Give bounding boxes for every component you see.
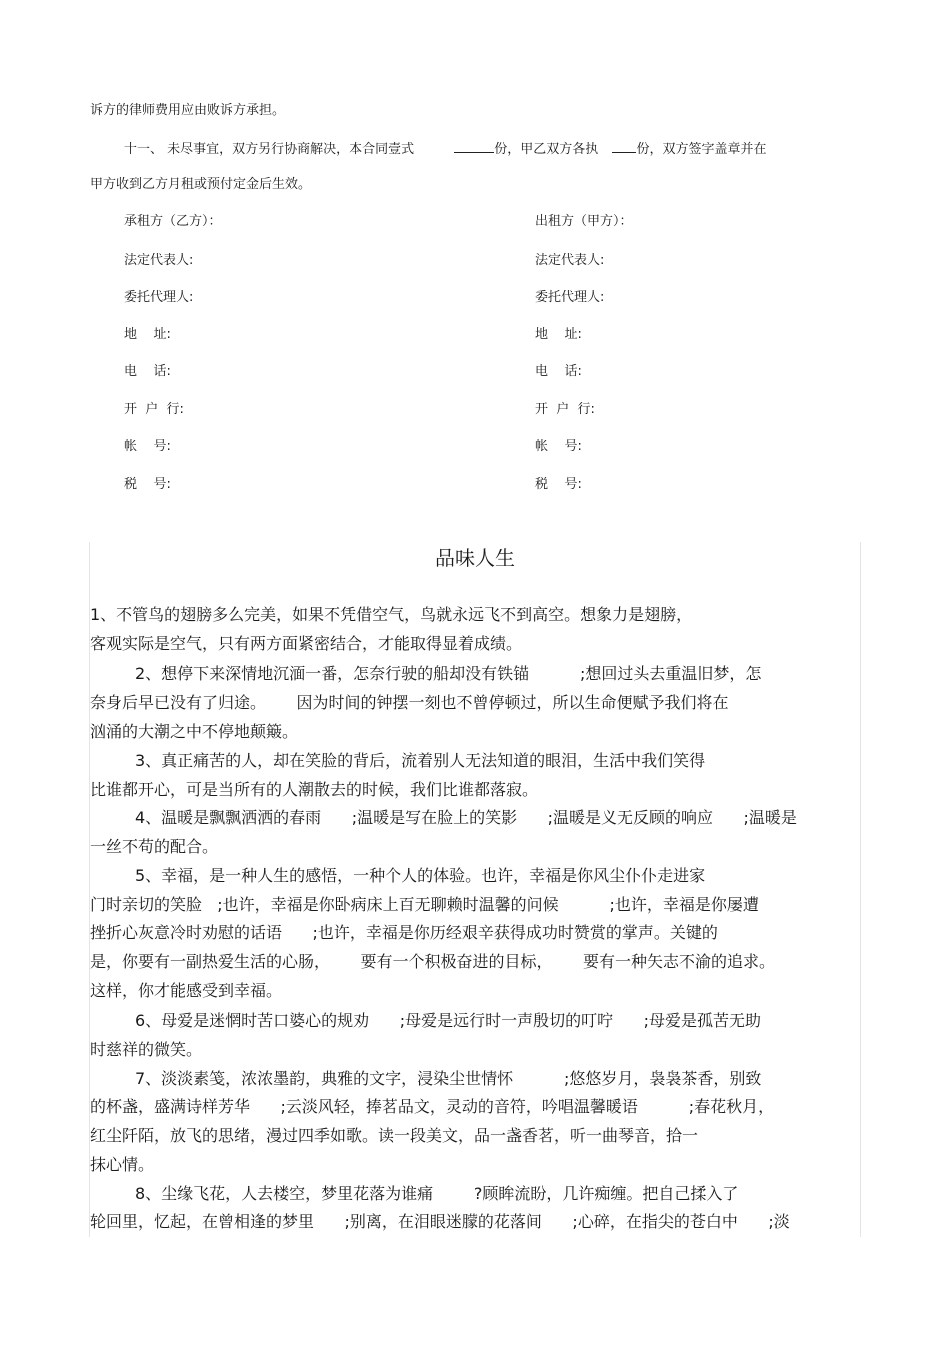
essay-line: 1、不管鸟的翅膀多么完美，如果不凭借空气，鸟就永远飞不到高空。想象力是翅膀， bbox=[90, 605, 693, 624]
landlord-title: 出租方（甲方）： bbox=[535, 214, 633, 229]
tenant-legal-rep: 法定代表人: bbox=[124, 253, 194, 268]
essay-line: 6、母爱是迷惘时苦口婆心的规劝 ;母爱是远行时一声殷切的叮咛 ;母爱是孤苦无助 bbox=[135, 1011, 761, 1030]
essay-line: 5、幸福，是一种人生的感悟，一种个人的体验。也许，幸福是你风尘仆仆走进家 bbox=[135, 866, 706, 885]
essay-line: 2、想停下来深情地沉湎一番，怎奈行驶的船却没有铁锚 ;想回过头去重温旧梦，怎 bbox=[135, 664, 762, 683]
essay-line: 这样，你才能感受到幸福。 bbox=[90, 981, 283, 1000]
essay-line: 3、真正痛苦的人，却在笑脸的背后，流着别人无法知道的眼泪，生活中我们笑得 bbox=[135, 751, 706, 770]
copies-each-blank bbox=[612, 140, 636, 153]
copies-total-blank bbox=[454, 140, 494, 153]
tenant-agent: 委托代理人: bbox=[124, 290, 194, 305]
essay-line: 7、淡淡素笺，浓浓墨韵，典雅的文字，浸染尘世情怀 ;悠悠岁月，袅袅茶香，别致 bbox=[135, 1069, 762, 1088]
essay-line: 挫折心灰意冷时劝慰的话语 ;也许，幸福是你历经艰辛获得成功时赞赏的掌声。关键的 bbox=[90, 923, 718, 942]
essay-line: 时慈祥的微笑。 bbox=[90, 1040, 203, 1059]
tenant-bank: 开 户 行: bbox=[124, 402, 184, 417]
tenant-tax-id: 税 号: bbox=[124, 477, 171, 492]
landlord-account: 帐 号: bbox=[535, 439, 582, 454]
essay-line: 客观实际是空气，只有两方面紧密结合，才能取得显着成绩。 bbox=[90, 634, 523, 653]
essay-line: 轮回里，忆起，在曾相逢的梦里 ;别离，在泪眼迷朦的花落间 ;心碎，在指尖的苍白中 ;淡 bbox=[90, 1212, 790, 1231]
essay-line: 4、温暖是飘飘洒洒的春雨 ;温暖是写在脸上的笑影 ;温暖是义无反顾的响应 ;温暖是 bbox=[135, 808, 797, 827]
landlord-tax-id: 税 号: bbox=[535, 477, 582, 492]
essay-line: 抹心情。 bbox=[90, 1155, 155, 1174]
tenant-address: 地 址: bbox=[124, 327, 171, 342]
clause-eleven-part1: 十一、 未尽事宜，双方另行协商解决，本合同壹式 bbox=[124, 142, 415, 157]
essay-line: 奈身后早已没有了归途。 因为时间的钟摆一刻也不曾停顿过，所以生命便赋予我们将在 bbox=[90, 693, 729, 712]
essay-line: 比谁都开心，可是当所有的人潮散去的时候，我们比谁都落寂。 bbox=[90, 780, 539, 799]
essay-title: 品味人生 bbox=[435, 546, 515, 570]
essay-line: 汹涌的大潮之中不停地颠簸。 bbox=[90, 722, 299, 741]
clause-eleven-part3: 份，双方签字盖章并在 bbox=[636, 142, 767, 157]
clause-eleven-part2: 份，甲乙双方各执 bbox=[494, 142, 599, 157]
tenant-phone: 电 话: bbox=[124, 364, 171, 379]
tenant-title: 承租方（乙方）： bbox=[124, 214, 222, 229]
essay-line: 红尘阡陌，放飞的思绪，漫过四季如歌。读一段美文，品一盏香茗，听一曲琴音，拾一 bbox=[90, 1126, 699, 1145]
landlord-phone: 电 话: bbox=[535, 364, 582, 379]
essay-line: 8、尘缘飞花，人去楼空，梦里花落为谁痛 ?顾眸流盼，几许痴缠。把自己揉入了 bbox=[135, 1184, 739, 1203]
tenant-account: 帐 号: bbox=[124, 439, 171, 454]
landlord-agent: 委托代理人: bbox=[535, 290, 605, 305]
landlord-address: 地 址: bbox=[535, 327, 582, 342]
essay-line: 门时亲切的笑脸 ;也许，幸福是你卧病床上百无聊赖时温馨的问候 ;也许，幸福是你屡遭 bbox=[90, 895, 759, 914]
landlord-legal-rep: 法定代表人: bbox=[535, 253, 605, 268]
contract-line-top: 诉方的律师费用应由败诉方承担。 bbox=[90, 103, 286, 118]
essay-line: 的杯盏，盛满诗样芳华 ;云淡风轻，捧茗品文，灵动的音符，吟唱温馨暖语 ;春花秋月， bbox=[90, 1097, 775, 1116]
landlord-bank: 开 户 行: bbox=[535, 402, 595, 417]
contract-line-effect: 甲方收到乙方月租或预付定金后生效。 bbox=[90, 177, 312, 192]
clause-eleven bbox=[124, 140, 766, 158]
essay-line: 是，你要有一副热爱生活的心肠， 要有一个积极奋进的目标， 要有一种矢志不渝的追求。 bbox=[90, 952, 776, 971]
essay-line: 一丝不苟的配合。 bbox=[90, 837, 219, 856]
